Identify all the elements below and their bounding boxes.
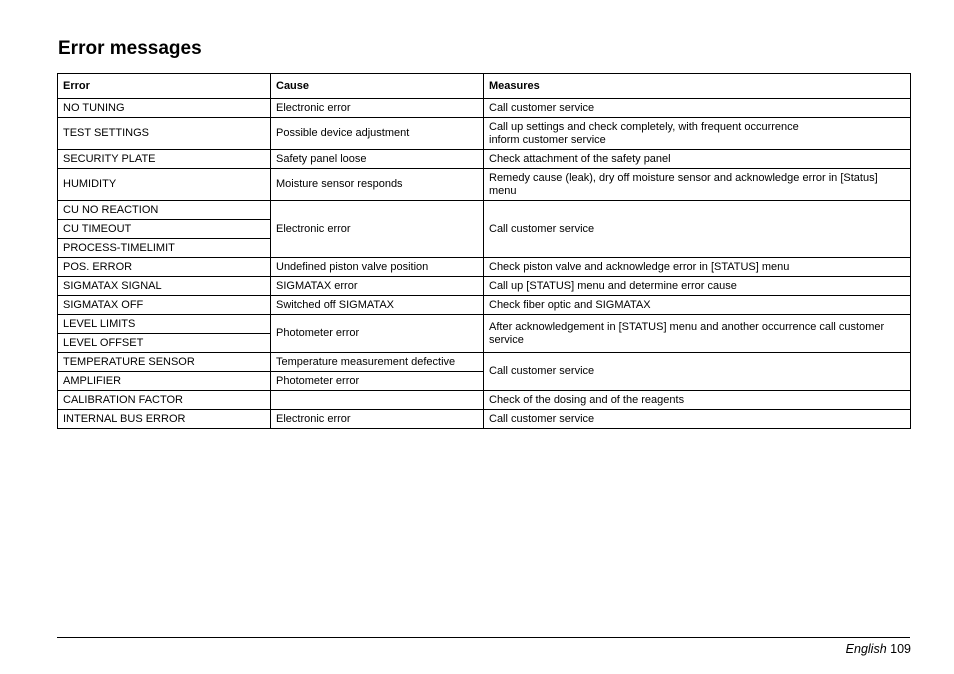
page-title: Error messages [58, 38, 202, 59]
cause-cell: Safety panel loose [271, 150, 484, 169]
error-cell: SIGMATAX OFF [58, 296, 271, 315]
measures-cell: Call customer service [484, 99, 911, 118]
measures-cell: Check of the dosing and of the reagents [484, 391, 911, 410]
table-row [58, 150, 911, 169]
cause-cell [271, 391, 484, 410]
table-row [58, 277, 911, 296]
error-cell: CU TIMEOUT [58, 220, 271, 239]
error-cell: SIGMATAX SIGNAL [58, 277, 271, 296]
table-row [58, 169, 911, 201]
error-cell: NO TUNING [58, 99, 271, 118]
cause-cell: Electronic error [271, 410, 484, 429]
measures-cell: Call up [STATUS] menu and determine error cause [484, 277, 911, 296]
error-cell: POS. ERROR [58, 258, 271, 277]
error-cell: TEST SETTINGS [58, 118, 271, 150]
table-header-row [58, 74, 911, 99]
cause-cell: SIGMATAX error [271, 277, 484, 296]
header-error: Error [58, 74, 271, 99]
measures-cell: Call up settings and check completely, with frequent occurrence inform customer service [484, 118, 911, 150]
table-row [58, 258, 911, 277]
error-cell: TEMPERATURE SENSOR [58, 353, 271, 372]
cause-cell: Undefined piston valve position [271, 258, 484, 277]
page-footer [846, 642, 911, 656]
measures-cell: Call customer service [484, 410, 911, 429]
footer-language: English [845, 642, 887, 656]
measures-cell: Call customer service [484, 201, 911, 258]
error-messages-table [57, 73, 911, 429]
footer-divider [57, 637, 910, 638]
cause-cell: Photometer error [271, 315, 484, 353]
measures-cell: Check fiber optic and SIGMATAX [484, 296, 911, 315]
measures-cell: Check piston valve and acknowledge error in [STATUS] menu [484, 258, 911, 277]
table-row [58, 391, 911, 410]
header-cause: Cause [271, 74, 484, 99]
error-cell: SECURITY PLATE [58, 150, 271, 169]
table-row [58, 410, 911, 429]
measures-cell: Check attachment of the safety panel [484, 150, 911, 169]
measures-cell: After acknowledgement in [STATUS] menu and another occurrence call customer service [484, 315, 911, 353]
header-measures: Measures [484, 74, 911, 99]
error-cell: LEVEL OFFSET [58, 334, 271, 353]
measures-cell: Call customer service [484, 353, 911, 391]
measures-cell: Remedy cause (leak), dry off moisture sensor and acknowledge error in [Status] menu [484, 169, 911, 201]
cause-cell: Possible device adjustment [271, 118, 484, 150]
error-cell: HUMIDITY [58, 169, 271, 201]
error-cell: LEVEL LIMITS [58, 315, 271, 334]
cause-cell: Electronic error [271, 99, 484, 118]
table-row [58, 118, 911, 150]
error-cell: PROCESS-TIMELIMIT [58, 239, 271, 258]
page-number: 109 [890, 642, 911, 656]
error-cell: AMPLIFIER [58, 372, 271, 391]
table-row [58, 201, 911, 220]
cause-cell: Switched off SIGMATAX [271, 296, 484, 315]
error-cell: INTERNAL BUS ERROR [58, 410, 271, 429]
cause-cell: Photometer error [271, 372, 484, 391]
cause-cell: Temperature measurement defective [271, 353, 484, 372]
table-row [58, 296, 911, 315]
table-row [58, 315, 911, 334]
table-row [58, 99, 911, 118]
error-cell: CALIBRATION FACTOR [58, 391, 271, 410]
cause-cell: Electronic error [271, 201, 484, 258]
cause-cell: Moisture sensor responds [271, 169, 484, 201]
table-row [58, 353, 911, 372]
error-cell: CU NO REACTION [58, 201, 271, 220]
